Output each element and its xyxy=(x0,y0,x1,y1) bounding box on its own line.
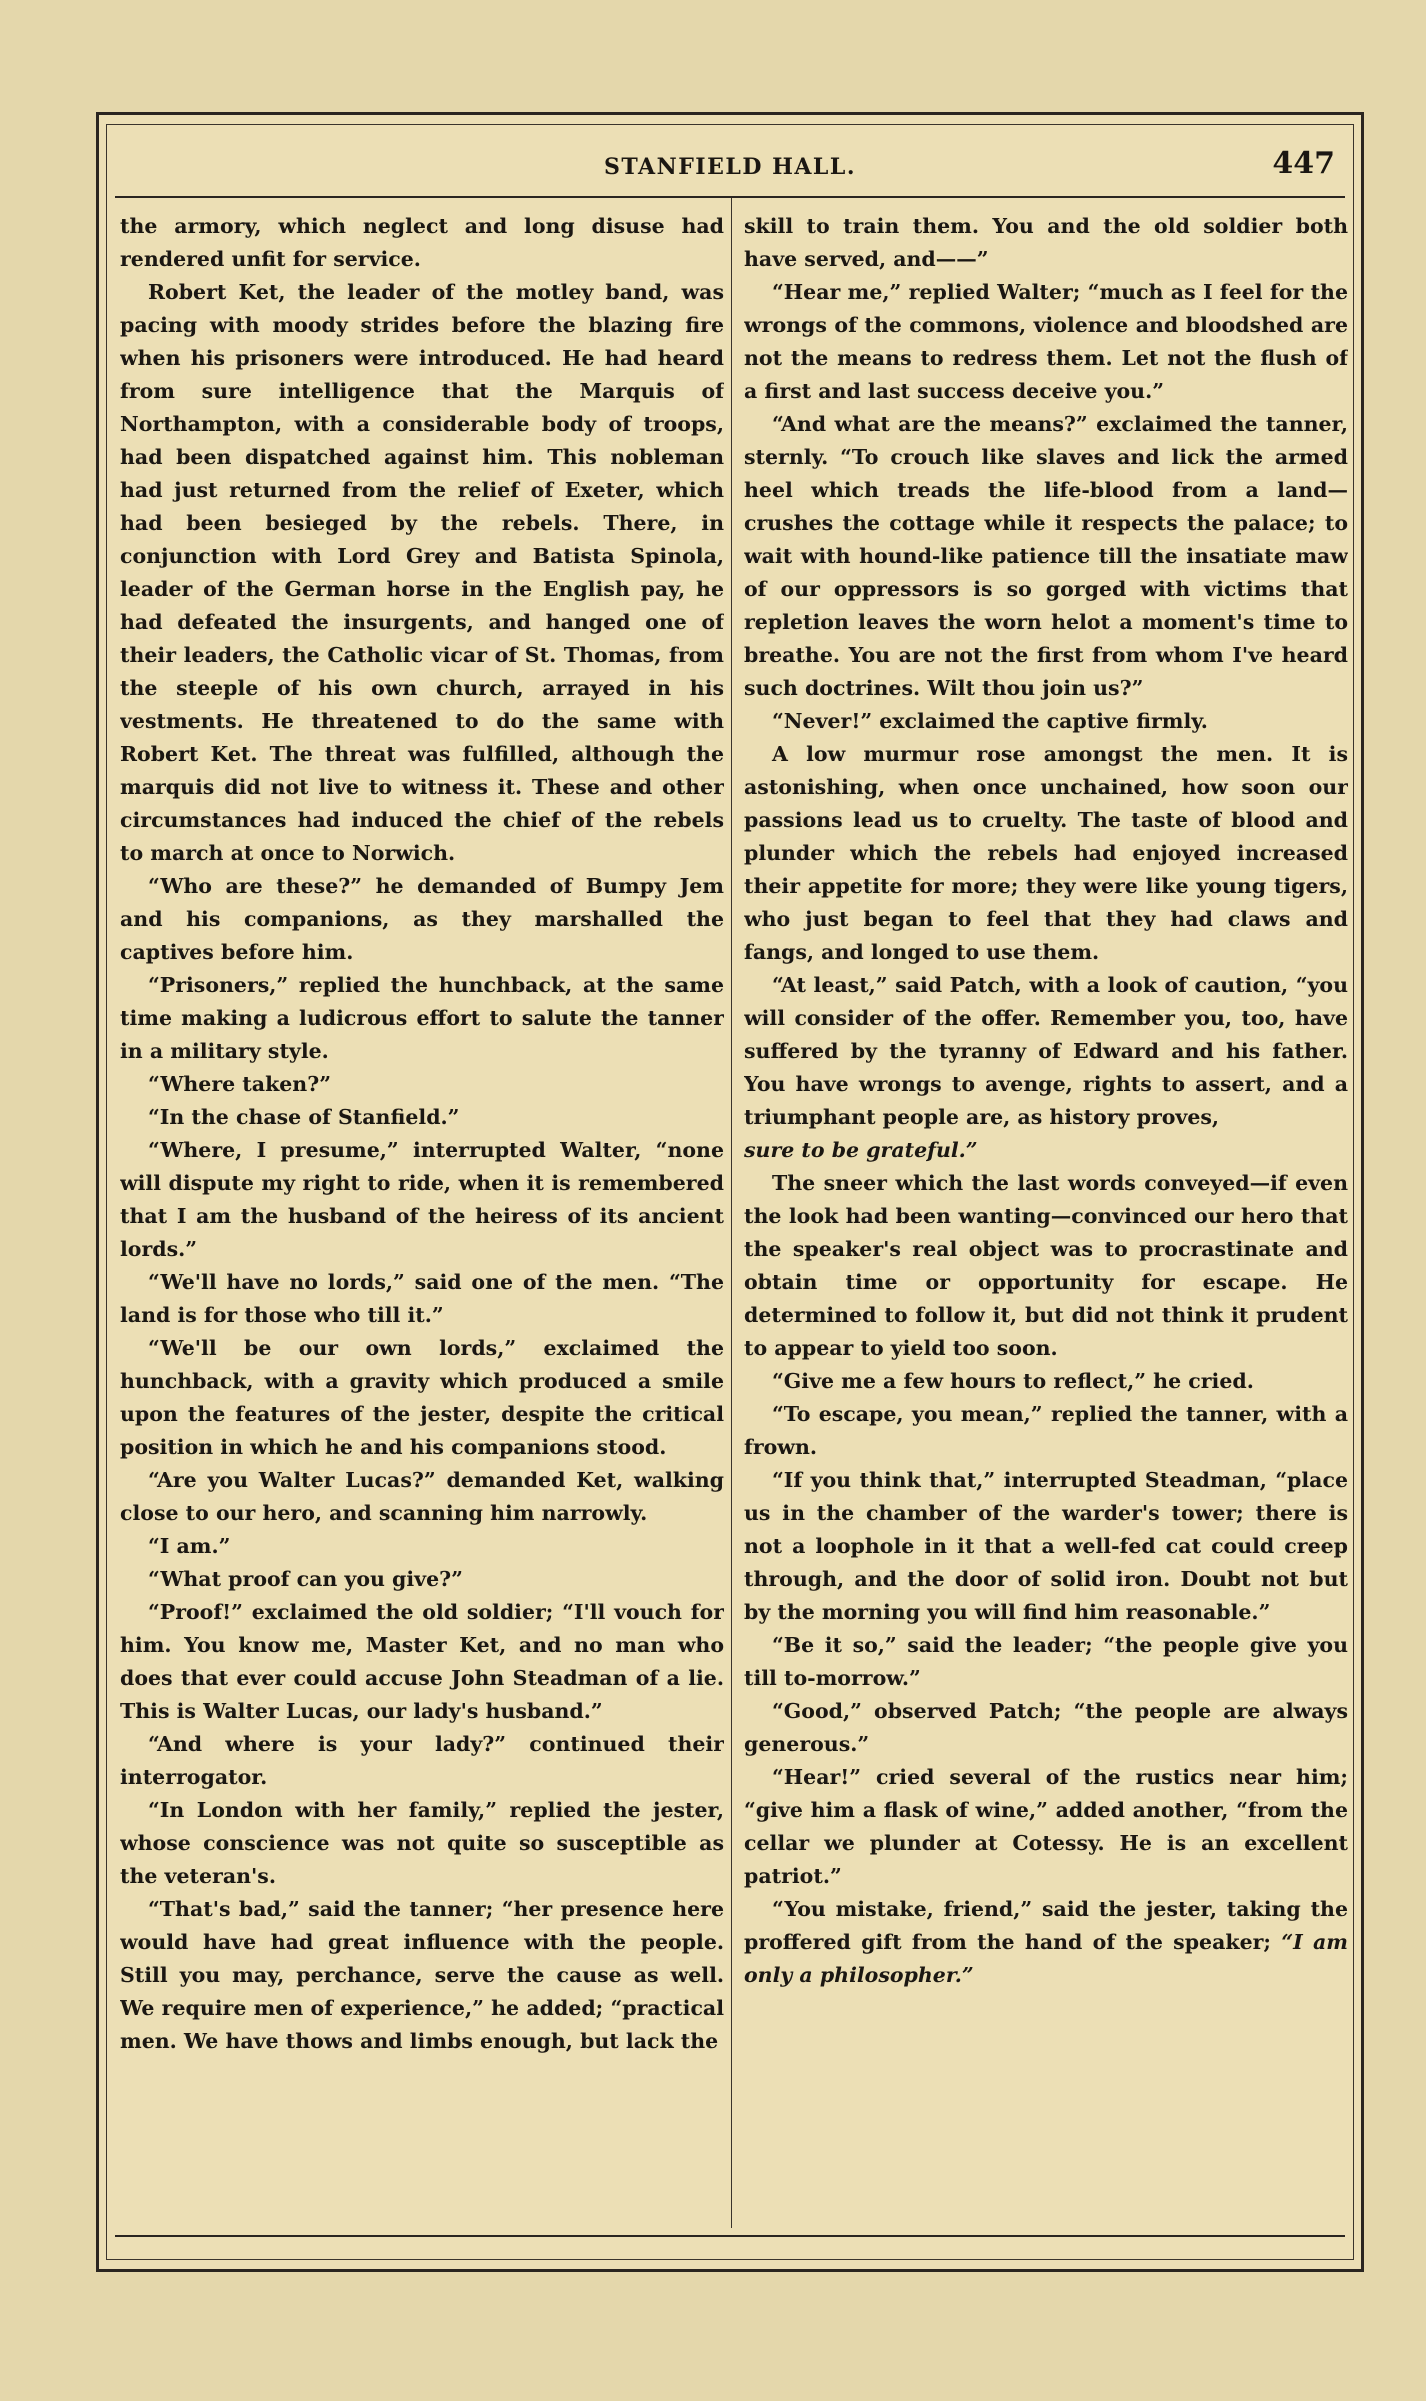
paragraph-italic-ending: sure to be grateful.” xyxy=(744,1138,978,1162)
paragraph: A low murmur rose amongst the men. It is astonishing, when once unchained, how soon our passions lead us to cruelty. The taste of blood and plunder which the rebels had enjoyed increased their appetite for more; they were like young tigers, who just began to feel that they had claws and fangs, and longed to use them. xyxy=(744,742,1348,964)
paragraph: “Hear me,” replied Walter; “much as I feel for the wrongs of the commons, violence and bloodshed are not the means to redress them. Let not the flush of a first and last success deceive you.” xyxy=(744,280,1348,403)
paragraph: “Are you Walter Lucas?” demanded Ket, walking close to our hero, and scanning him narrowly. xyxy=(120,1468,724,1525)
paragraph: “Where taken?” xyxy=(148,1072,332,1096)
paragraph: “Never!” exclaimed the captive firmly. xyxy=(772,709,1208,733)
paragraph: The sneer which the last words conveyed—if even the look had been wanting—convinced our hero that the speaker's real object was to procrastinate and obtain time or opportunity for escape. He determined to follow it, but did not think it prudent to appear to yield too soon. xyxy=(744,1171,1348,1360)
paragraph: “If you think that,” interrupted Steadman, “place us in the chamber of the warder's tower; there is not a loophole in it that a well-fed cat could creep through, and the door of solid iron. Doubt not but by the morning you will find him reasonable.” xyxy=(744,1468,1348,1624)
column-divider xyxy=(731,198,732,2228)
paragraph: “Who are these?” he demanded of Bumpy Jem and his companions, as they marshalled the captives before him. xyxy=(120,874,724,964)
paragraph: “Where, I presume,” interrupted Walter, “none will dispute my right to ride, when it is remembered that I am the husband of the heiress of its ancient lords.” xyxy=(120,1138,724,1261)
paragraph: “In London with her family,” replied the jester, whose conscience was not quite so susceptible as the veteran's. xyxy=(120,1798,724,1888)
page-number: 447 xyxy=(1272,146,1335,181)
right-column xyxy=(744,210,1348,2225)
paragraph: “What proof can you give?” xyxy=(148,1567,463,1591)
header-rule xyxy=(115,196,1345,198)
paragraph: the armory, which neglect and long disuse had rendered unfit for service. xyxy=(120,214,724,271)
left-column xyxy=(120,210,724,2225)
paragraph: skill to train them. You and the old soldier both have served, and——” xyxy=(744,214,1348,271)
paragraph xyxy=(744,1893,1348,1992)
footer-rule xyxy=(115,2235,1345,2237)
paragraph: “Good,” observed Patch; “the people are always generous.” xyxy=(744,1699,1348,1756)
paragraph: “Give me a few hours to reflect,” he cried. xyxy=(772,1369,1254,1393)
closing-quote-italic: “I am only a philosopher.” xyxy=(744,1930,1348,1987)
paragraph-text: “You mistake, friend,” said the jester, taking the proffered gift from the hand of the speaker; xyxy=(744,1897,1348,1954)
paragraph: “I am.” xyxy=(148,1534,231,1558)
paragraph: “Be it so,” said the leader; “the people give you till to-morrow.” xyxy=(744,1633,1348,1690)
page-header xyxy=(115,146,1345,192)
paragraph: “We'll have no lords,” said one of the men. “The land is for those who till it.” xyxy=(120,1270,724,1327)
paragraph: “And what are the means?” exclaimed the tanner, sternly. “To crouch like slaves and lick the armed heel which treads the life-blood from a land—crushes the cottage while it respects the palace; to wait with hound-like patience till the insatiate maw of our oppressors is so gorged with victims that repletion leaves the worn helot a moment's time to breathe. You are not the first from whom I've heard such doctrines. Wilt thou join us?” xyxy=(744,412,1348,700)
paragraph: “To escape, you mean,” replied the tanner, with a frown. xyxy=(744,1402,1348,1459)
paragraph: “At least,” said Patch, with a look of caution, “you will consider of the offer. Remember you, too, have suffered by the tyranny of Edward and his father. You have wrongs to avenge, rights to assert, and a triumphant people are, as history proves, xyxy=(744,973,1348,1129)
paragraph: “Hear!” cried several of the rustics near him; “give him a flask of wine,” added another, “from the cellar we plunder at Cotessy. He is an excellent patriot.” xyxy=(744,1765,1348,1888)
paragraph: “In the chase of Stanfield.” xyxy=(148,1105,460,1129)
paragraph: “And where is your lady?” continued their interrogator. xyxy=(120,1732,724,1789)
paragraph: “Prisoners,” replied the hunchback, at the same time making a ludicrous effort to salute the tanner in a military style. xyxy=(120,973,724,1063)
paragraph: “We'll be our own lords,” exclaimed the hunchback, with a gravity which produced a smile upon the features of the jester, despite the critical position in which he and his companions stood. xyxy=(120,1336,724,1459)
paragraph: “Proof!” exclaimed the old soldier; “I'll vouch for him. You know me, Master Ket, and no man who does that ever could accuse John Steadman of a lie. This is Walter Lucas, our lady's husband.” xyxy=(120,1600,724,1723)
running-head: STANFIELD HALL. xyxy=(603,154,857,180)
paragraph: Robert Ket, the leader of the motley band, was pacing with moody strides before the blazing fire when his prisoners were introduced. He had heard from sure intelligence that the Marquis of Northampton, with a considerable body of troops, had been dispatched against him. This nobleman had just returned from the relief of Exeter, which had been besieged by the rebels. There, in conjunction with Lord Grey and Batista Spinola, leader of the German horse in the English pay, he had defeated the insurgents, and hanged one of their leaders, the Catholic vicar of St. Thomas, from the steeple of his own church, arrayed in his vestments. He threatened to do the same with Robert Ket. The threat was fulfilled, although the marquis did not live to witness it. These and other circumstances had induced the chief of the rebels to march at once to Norwich. xyxy=(120,280,724,865)
paragraph: “That's bad,” said the tanner; “her presence here would have had great influence with the people. Still you may, perchance, serve the cause as well. We require men of experience,” he added; “practical men. We have thows and limbs enough, but lack the xyxy=(120,1897,724,2053)
